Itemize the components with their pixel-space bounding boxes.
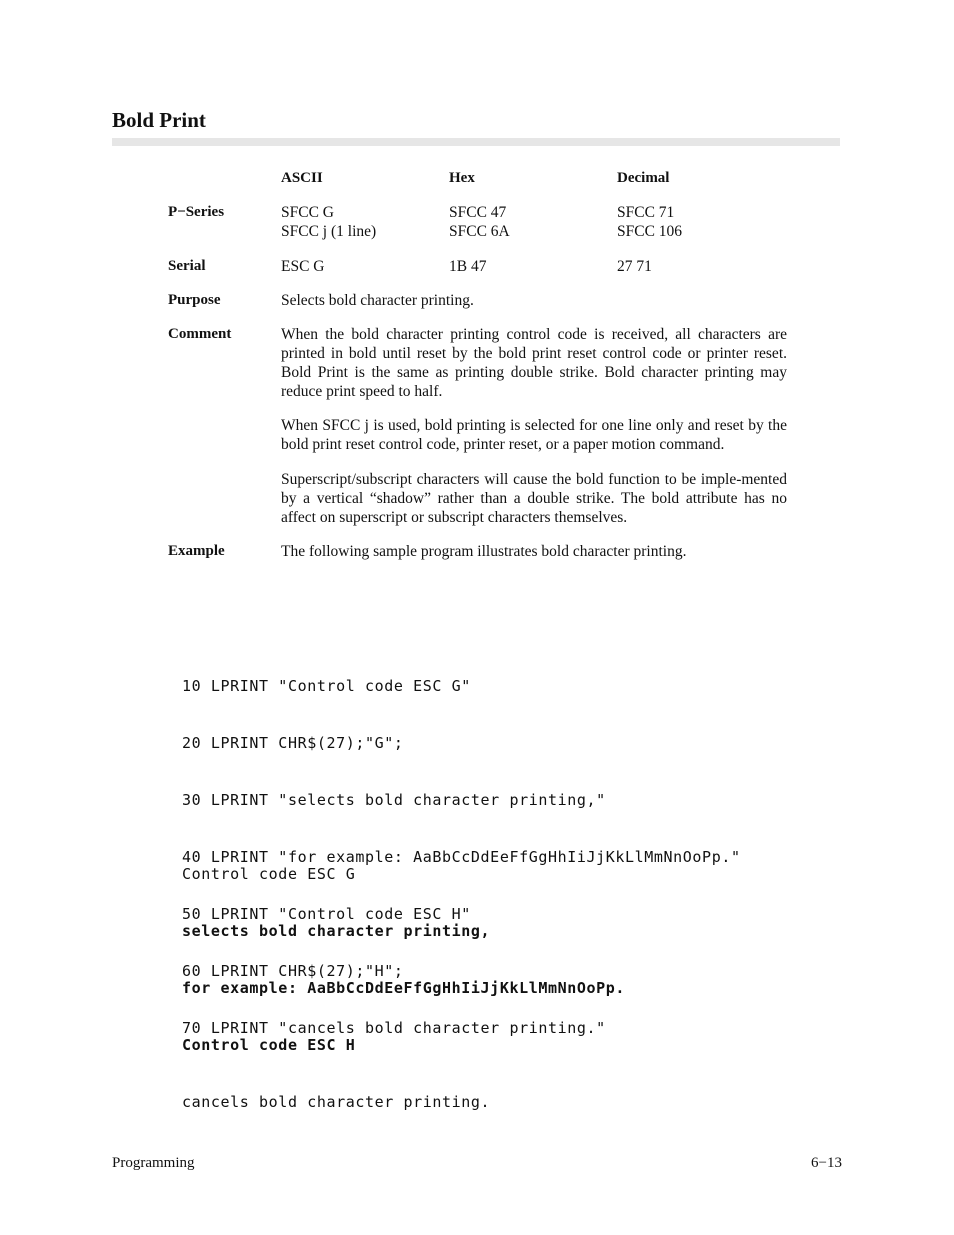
page-number: 6−13 <box>811 1155 842 1171</box>
pseries-hex-2: SFCC 6A <box>449 223 510 240</box>
header-ascii: ASCII <box>281 170 323 186</box>
purpose-label: Purpose <box>168 292 221 308</box>
footer-section: Programming <box>112 1155 195 1171</box>
header-decimal: Decimal <box>617 170 670 186</box>
pseries-decimal-2: SFCC 106 <box>617 223 683 240</box>
program-line: 40 LPRINT "for example: AaBbCcDdEeFfGgHhIiJjKkLlMmNnOoPp." <box>182 848 741 866</box>
program-line: 10 LPRINT "Control code ESC G" <box>182 677 471 695</box>
header-hex: Hex <box>449 170 475 186</box>
page-title: Bold Print <box>112 108 206 132</box>
program-line: 50 LPRINT "Control code ESC H" <box>182 905 471 923</box>
comment-paragraph-3: Superscript/subscript characters will cause the bold function to be imple-mented by a vertical “shadow” rather than a double strike. The bold attribute has no affect on superscript or subscript characters themselves. <box>281 471 787 526</box>
comment-label: Comment <box>168 326 232 342</box>
pseries-hex-1: SFCC 47 <box>449 204 507 221</box>
example-label: Example <box>168 543 225 559</box>
output-line: Control code ESC G <box>182 865 356 883</box>
comment-paragraph-2: When SFCC j is used, bold printing is selected for one line only and reset by the bold print reset control code, printer reset, or a paper motion command. <box>281 417 787 453</box>
serial-decimal: 27 71 <box>617 258 652 275</box>
output-line-bold: Control code ESC H <box>182 1036 356 1054</box>
title-rule <box>112 138 840 146</box>
comment-paragraph-1: When the bold character printing control code is received, all characters are printed in bold until reset by the bold print reset control code or printer reset. Bold Print is the same as printing double strike. Bold character printing may reduce print speed to half. <box>281 326 787 400</box>
program-line: 60 LPRINT CHR$(27);"H"; <box>182 962 404 980</box>
row-label-pseries: P−Series <box>168 204 225 220</box>
pseries-ascii-2: SFCC j (1 line) <box>281 223 377 240</box>
output-line-bold: for example: AaBbCcDdEeFfGgHhIiJjKkLlMmNnOoPp. <box>182 979 626 997</box>
pseries-decimal-1: SFCC 71 <box>617 204 675 221</box>
output-line: cancels bold character printing. <box>182 1093 491 1111</box>
serial-ascii: ESC G <box>281 258 325 275</box>
program-line: 30 LPRINT "selects bold character printing," <box>182 791 606 809</box>
example-text: The following sample program illustrates bold character printing. <box>281 543 687 560</box>
purpose-text: Selects bold character printing. <box>281 292 474 309</box>
pseries-ascii-1: SFCC G <box>281 204 334 221</box>
program-line: 20 LPRINT CHR$(27);"G"; <box>182 734 404 752</box>
program-line: 70 LPRINT "cancels bold character printing." <box>182 1019 606 1037</box>
row-label-serial: Serial <box>168 258 206 274</box>
serial-hex: 1B 47 <box>449 258 487 275</box>
printed-output <box>182 827 625 1131</box>
output-line-bold: selects bold character printing, <box>182 922 491 940</box>
